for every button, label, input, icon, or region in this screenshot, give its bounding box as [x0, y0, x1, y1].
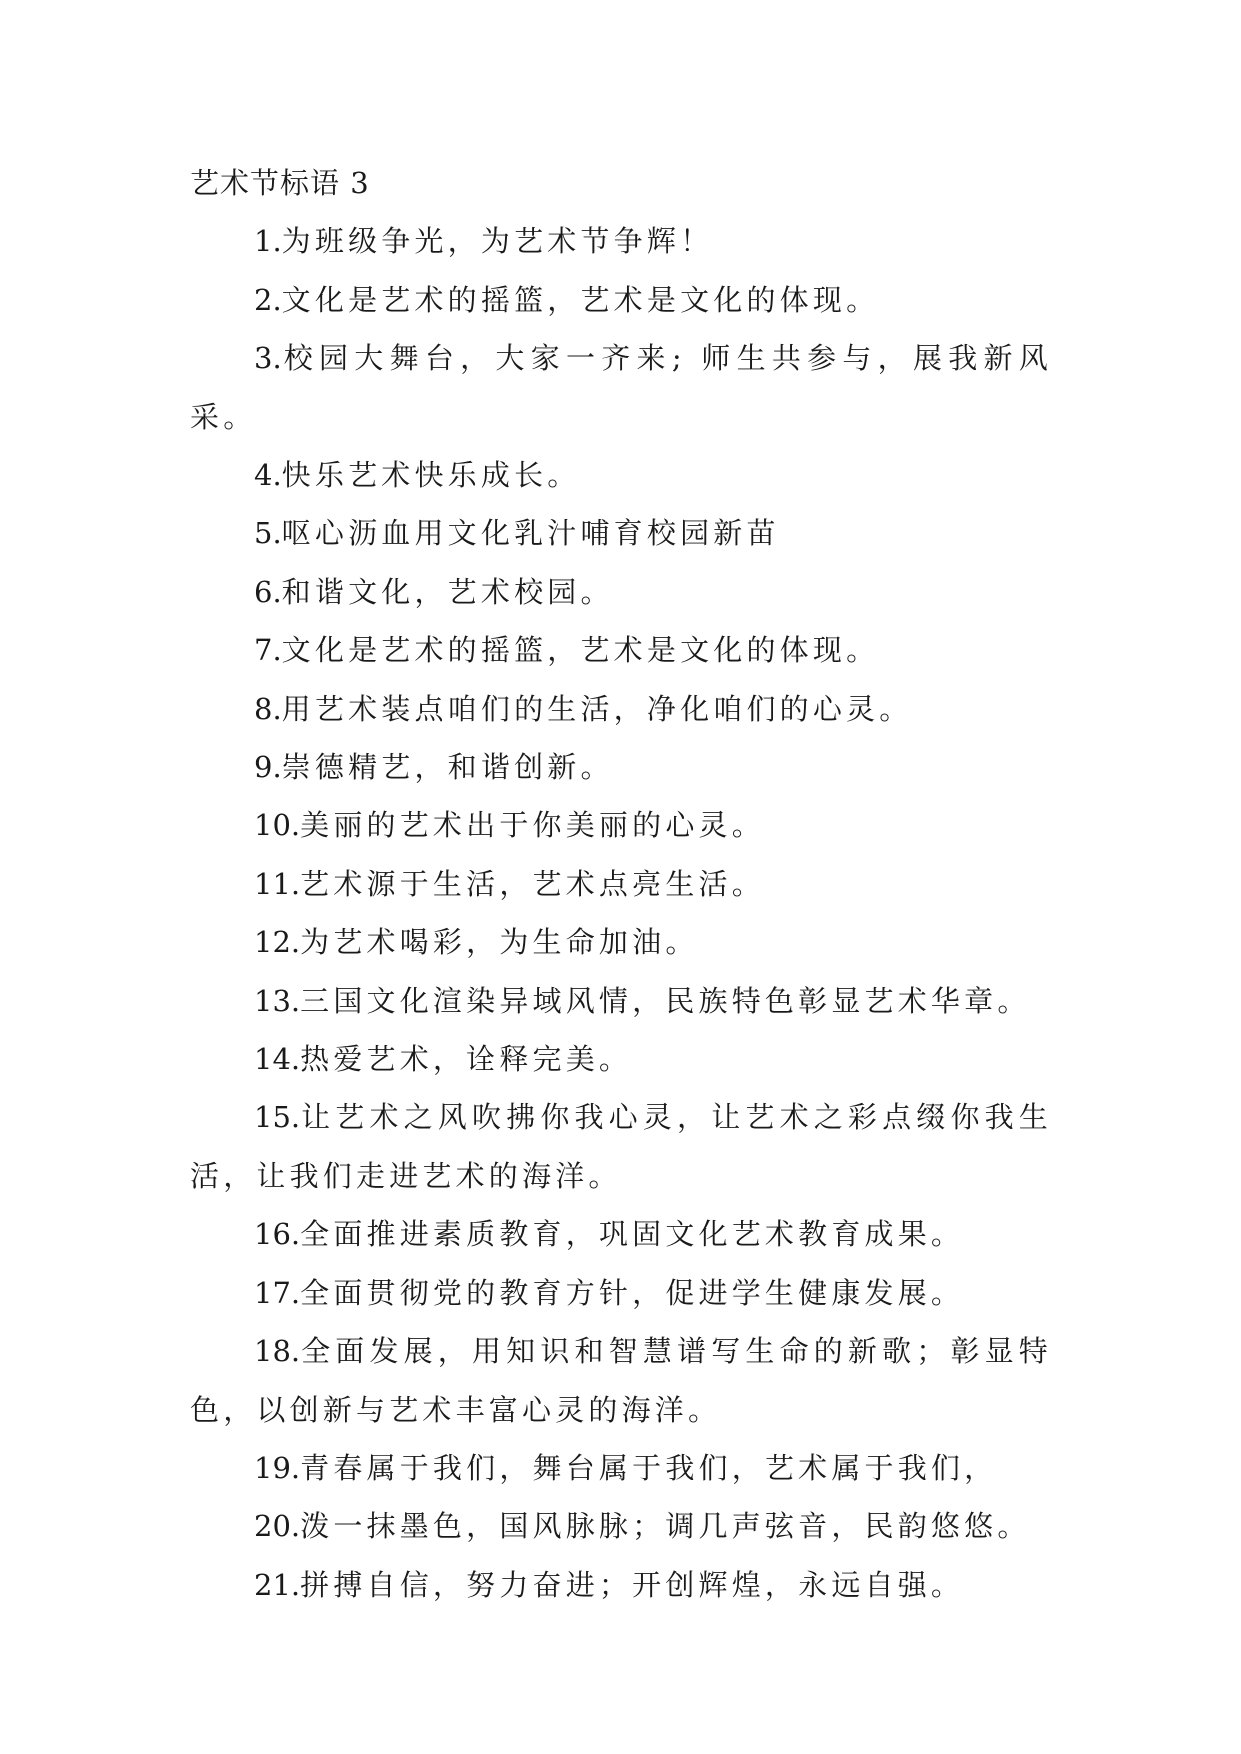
slogan-number: 2.: [254, 282, 282, 317]
slogan-item: [190, 621, 1052, 679]
slogan-text: 热爱艺术，诠释完美。: [300, 1042, 633, 1077]
slogan-item: [190, 446, 1052, 504]
slogan-item: [190, 329, 1052, 446]
slogan-item: [190, 1264, 1052, 1322]
slogan-number: 3.: [254, 341, 282, 376]
slogan-text: 全面推进素质教育，巩固文化艺术教育成果。: [300, 1217, 965, 1252]
slogan-text: 为班级争光，为艺术节争辉！: [281, 224, 714, 259]
slogan-number: 6.: [254, 574, 282, 609]
slogan-number: 13.: [254, 983, 301, 1018]
slogan-text: 泼一抹墨色，国风脉脉；调几声弦音，民韵悠悠。: [300, 1509, 1031, 1544]
slogan-number: 9.: [254, 750, 282, 785]
slogan-item: [190, 1088, 1052, 1205]
slogan-number: 7.: [254, 633, 282, 668]
slogan-text: 为艺术喝彩，为生命加油。: [300, 925, 699, 960]
slogan-number: 17.: [254, 1275, 301, 1310]
slogan-text: 青春属于我们，舞台属于我们，艺术属于我们，: [300, 1450, 998, 1485]
slogan-item: [190, 271, 1052, 329]
slogan-text: 文化是艺术的摇篮，艺术是文化的体现。: [281, 282, 880, 317]
slogan-text: 让艺术之风吹拂你我心灵，让艺术之彩点缀你我生活，让我们走进艺术的海洋。: [190, 1100, 1052, 1193]
slogan-list: [190, 212, 1052, 1614]
slogan-number: 16.: [254, 1217, 301, 1252]
slogan-number: 19.: [254, 1450, 301, 1485]
slogan-number: 5.: [254, 516, 282, 551]
slogan-number: 14.: [254, 1042, 301, 1077]
slogan-text: 用艺术装点咱们的生活，净化咱们的心灵。: [281, 691, 913, 726]
slogan-item: [190, 1322, 1052, 1439]
slogan-text: 美丽的艺术出于你美丽的心灵。: [300, 808, 765, 843]
slogan-text: 崇德精艺，和谐创新。: [281, 750, 614, 785]
slogan-number: 1.: [254, 224, 282, 259]
slogan-number: 10.: [254, 808, 301, 843]
slogan-text: 艺术源于生活，艺术点亮生活。: [300, 866, 765, 901]
slogan-text: 三国文化渲染异域风情，民族特色彰显艺术华章。: [300, 983, 1031, 1018]
slogan-item: [190, 1556, 1052, 1614]
slogan-item: [190, 1497, 1052, 1555]
slogan-item: [190, 738, 1052, 796]
slogan-text: 全面贯彻党的教育方针，促进学生健康发展。: [300, 1275, 965, 1310]
slogan-item: [190, 913, 1052, 971]
slogan-number: 11.: [254, 866, 301, 901]
slogan-item: [190, 1439, 1052, 1497]
slogan-text: 校园大舞台，大家一齐来; 师生共参与，展我新风采。: [190, 341, 1052, 434]
slogan-number: 8.: [254, 691, 282, 726]
slogan-item: [190, 1205, 1052, 1263]
slogan-number: 18.: [254, 1334, 301, 1369]
slogan-item: [190, 563, 1052, 621]
slogan-number: 21.: [254, 1567, 301, 1602]
slogan-item: [190, 1030, 1052, 1088]
slogan-number: 12.: [254, 925, 301, 960]
slogan-item: [190, 796, 1052, 854]
slogan-text: 文化是艺术的摇篮，艺术是文化的体现。: [281, 633, 880, 668]
slogan-number: 15.: [254, 1100, 301, 1135]
slogan-text: 呕心沥血用文化乳汁哺育校园新苗: [281, 516, 780, 551]
slogan-number: 4.: [254, 458, 282, 493]
slogan-text: 和谐文化，艺术校园。: [281, 574, 614, 609]
slogan-text: 全面发展，用知识和智慧谱写生命的新歌；彰显特色，以创新与艺术丰富心灵的海洋。: [190, 1334, 1052, 1427]
slogan-item: [190, 680, 1052, 738]
slogan-text: 拼搏自信，努力奋进；开创辉煌，永远自强。: [300, 1567, 965, 1602]
slogan-item: [190, 212, 1052, 270]
slogan-item: [190, 504, 1052, 562]
document-body: [190, 154, 1052, 1614]
slogan-text: 快乐艺术快乐成长。: [281, 458, 581, 493]
slogan-item: [190, 972, 1052, 1030]
slogan-number: 20.: [254, 1509, 301, 1544]
slogan-item: [190, 855, 1052, 913]
document-title: 艺术节标语 3: [190, 166, 370, 200]
